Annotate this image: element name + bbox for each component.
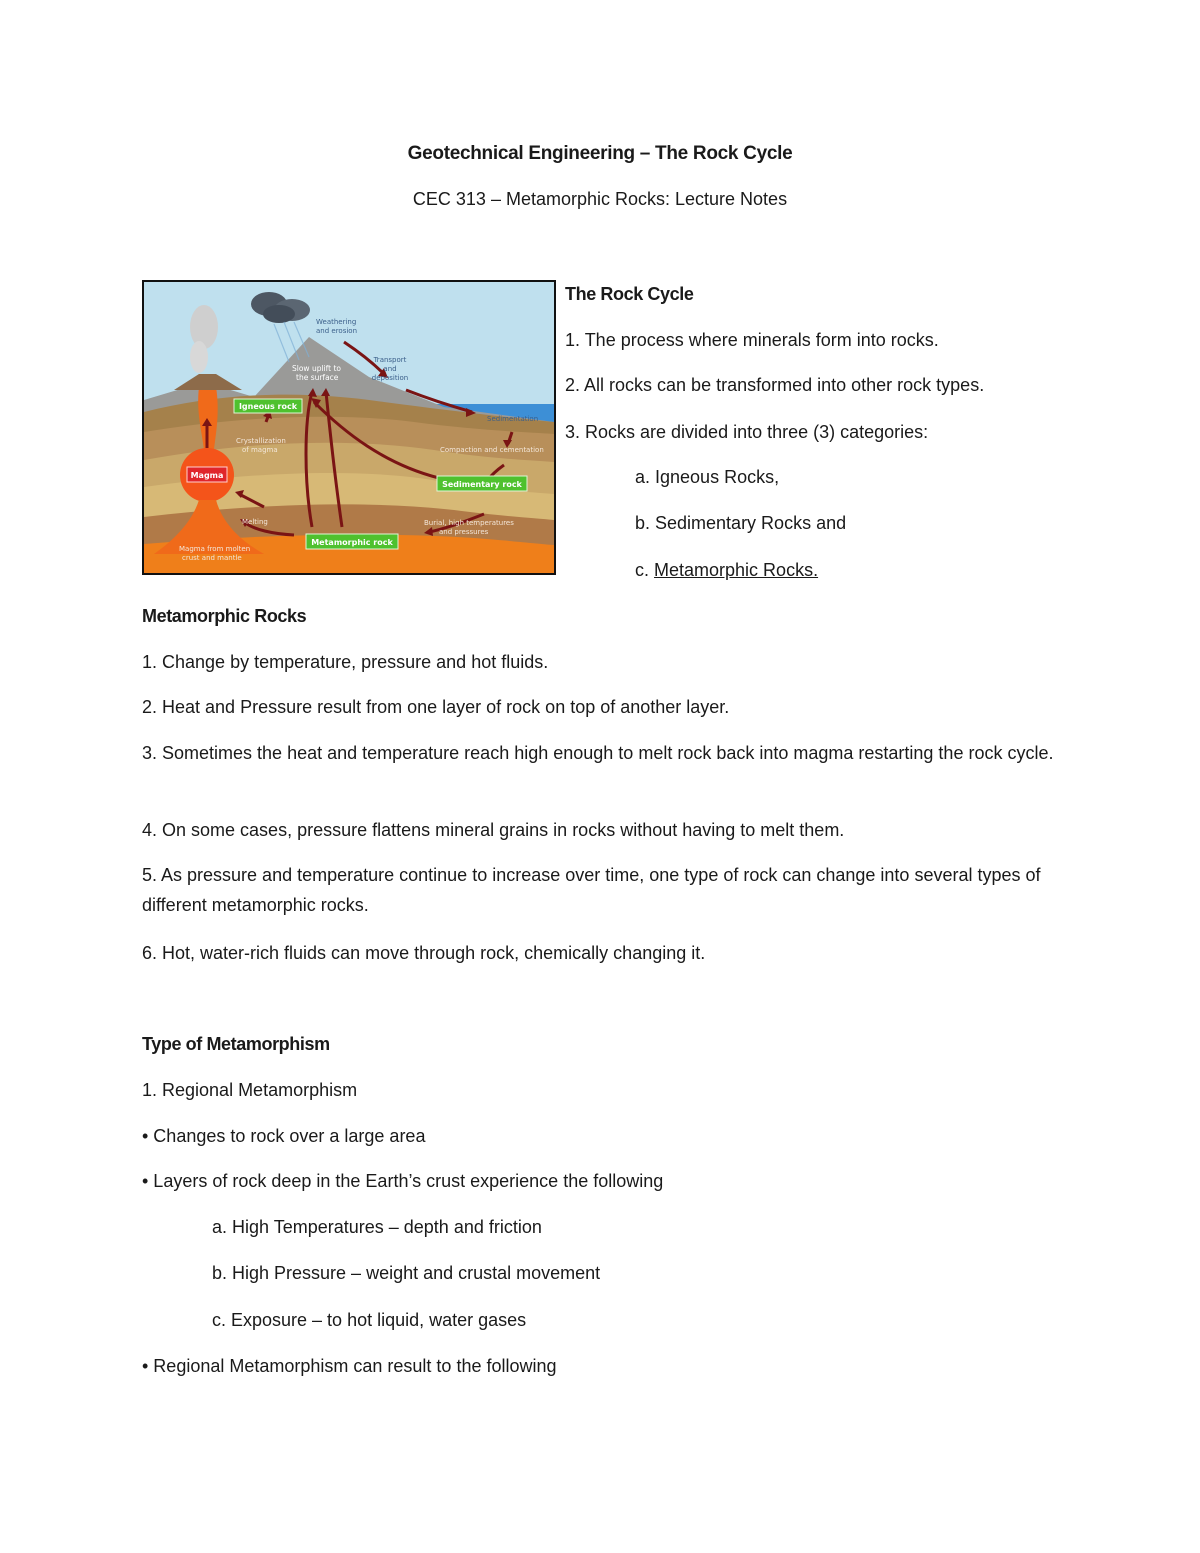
- label-burial-2: and pressures: [439, 528, 489, 536]
- label-molten-1: Magma from molten: [179, 545, 251, 553]
- types-item-1: 1. Regional Metamorphism: [142, 1080, 358, 1100]
- label-burial-1: Burial, high temperatures: [424, 519, 514, 527]
- rock-cycle-item-2: 2. All rocks can be transformed into other rock types.: [565, 375, 985, 395]
- types-heading: Type of Metamorphism: [142, 1034, 330, 1054]
- rock-cycle-diagram: [142, 280, 556, 575]
- label-igneous-rock: Igneous rock: [238, 402, 298, 411]
- types-sub-b: b. High Pressure – weight and crustal movement: [212, 1263, 601, 1283]
- rock-cycle-sub-c-prefix: c.: [635, 560, 655, 580]
- label-compaction: Compaction and cementation: [440, 446, 544, 454]
- rock-cycle-heading: The Rock Cycle: [565, 284, 694, 304]
- metamorphic-rocks-link[interactable]: Metamorphic Rocks.: [654, 560, 819, 580]
- label-uplift-1: Slow uplift to: [292, 364, 341, 373]
- label-transport-1: Transport: [373, 356, 407, 364]
- label-metamorphic-rock: Metamorphic rock: [311, 538, 393, 547]
- metamorphic-heading: Metamorphic Rocks: [142, 606, 307, 626]
- label-sedimentation: Sedimentation: [487, 415, 539, 423]
- metamorphic-item-4: 4. On some cases, pressure flattens mineral grains in rocks without having to melt them.: [142, 820, 845, 840]
- label-transport-3: deposition: [371, 374, 409, 382]
- types-bullet-3: • Regional Metamorphism can result to the following: [142, 1356, 557, 1376]
- label-uplift-2: the surface: [296, 373, 339, 382]
- rock-cycle-sub-b: b. Sedimentary Rocks and: [635, 513, 847, 533]
- label-transport-2: and: [383, 365, 397, 373]
- rock-cycle-sub-a: a. Igneous Rocks,: [635, 467, 780, 487]
- metamorphic-item-3: 3. Sometimes the heat and temperature reach high enough to melt rock back into magma restarting the rock cycle.: [142, 743, 1054, 763]
- page-subtitle: CEC 313 – Metamorphic Rocks: Lecture Notes: [412, 189, 788, 209]
- metamorphic-item-2: 2. Heat and Pressure result from one layer of rock on top of another layer.: [142, 697, 730, 717]
- label-crystallization-1: Crystallization: [236, 437, 286, 445]
- label-erosion: and erosion: [316, 327, 358, 335]
- metamorphic-item-6: 6. Hot, water-rich fluids can move through rock, chemically changing it.: [142, 943, 706, 963]
- rock-cycle-item-3: 3. Rocks are divided into three (3) categories:: [565, 422, 929, 442]
- label-melting: Melting: [242, 518, 268, 526]
- rock-cycle-sub-c: [635, 559, 818, 581]
- label-magma: Magma: [190, 471, 224, 480]
- rock-cycle-item-1: 1. The process where minerals form into rocks.: [565, 330, 939, 350]
- types-bullet-1: • Changes to rock over a large area: [142, 1126, 426, 1146]
- metamorphic-item-5: 5. As pressure and temperature continue to increase over time, one type of rock can change into several types of different metamorphic rocks.: [142, 865, 1041, 915]
- types-sub-a: a. High Temperatures – depth and friction: [212, 1217, 542, 1237]
- types-sub-c: c. Exposure – to hot liquid, water gases: [212, 1310, 527, 1330]
- page-title: Geotechnical Engineering – The Rock Cycle: [407, 143, 793, 164]
- label-sedimentary-rock: Sedimentary rock: [442, 480, 522, 489]
- label-molten-2: crust and mantle: [182, 554, 242, 562]
- types-bullet-2: • Layers of rock deep in the Earth’s crust experience the following: [142, 1171, 664, 1191]
- label-crystallization-2: of magma: [242, 446, 278, 454]
- label-weathering: Weathering: [316, 318, 357, 326]
- metamorphic-item-1: 1. Change by temperature, pressure and hot fluids.: [142, 652, 549, 672]
